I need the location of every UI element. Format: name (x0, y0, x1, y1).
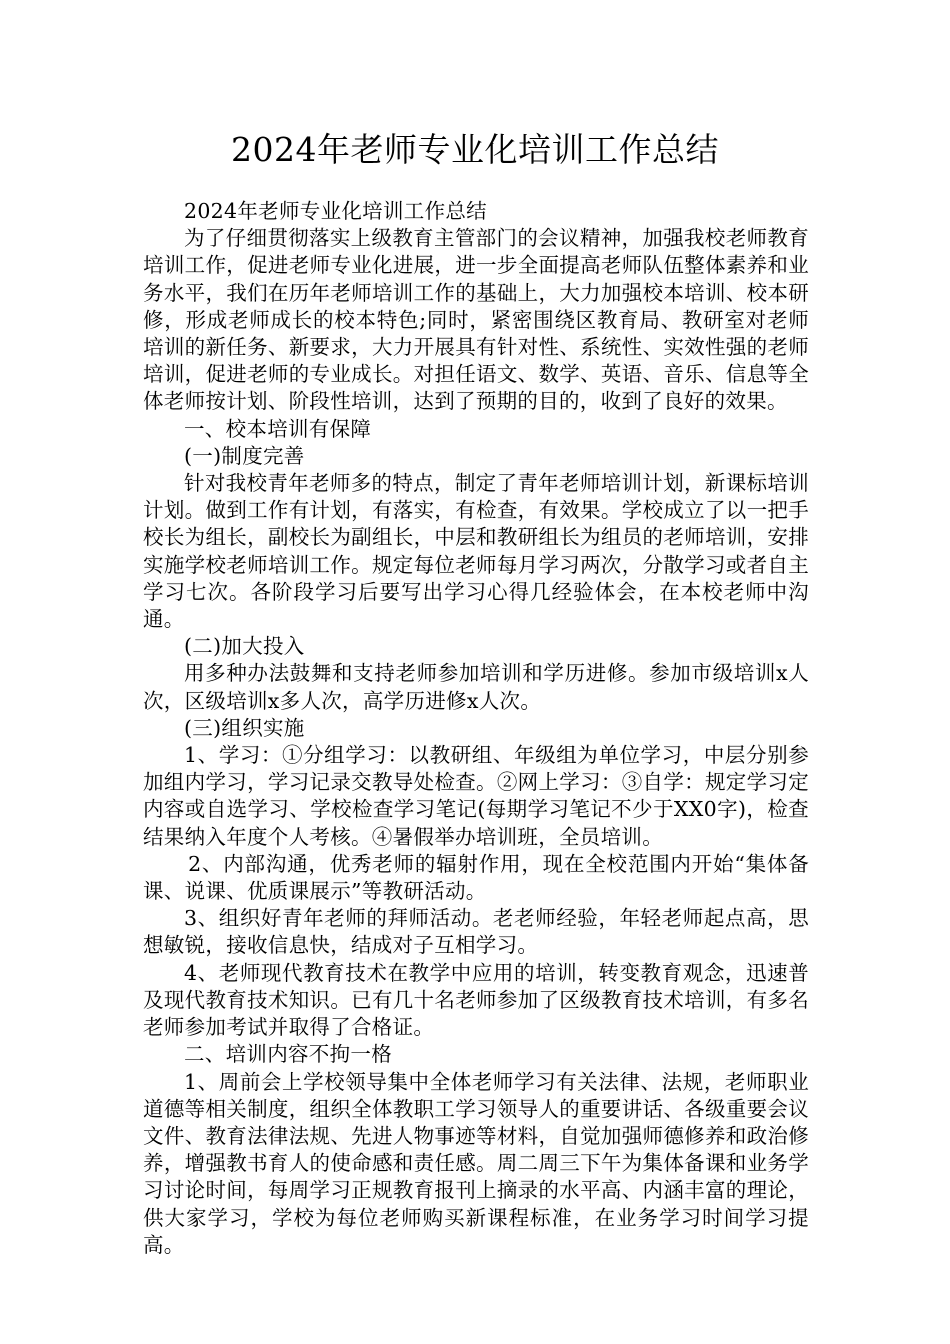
subsection-heading-2: (二)加大投入 (184, 634, 305, 659)
paragraph-content-1: 1、周前会上学校领导集中全体老师学习有关法律、法规，老师职业道德等相关制度，组织全体教职工学习领导人的重要讲话、各级重要会议文件、教育法律法规、先进人物事迹等材料，自觉加强师德修养和政治修养，增强教书育人的使命感和责任感。周二周三下午为集体备课和业务学习讨论时间，每周学习正规教育报刊上摘录的水平高、内涵丰富的理论，供大家学习，学校为每位老师购买新课程标准，在业务学习时间学习提高。 (143, 1069, 809, 1257)
paragraph-item-1: 1、学习：①分组学习：以教研组、年级组为单位学习，中层分别参加组内学习，学习记录交教导处检查。②网上学习：③自学：规定学习定内容或自选学习、学校检查学习笔记(每期学习笔记不少于XX0字)，检查结果纳入年度个人考核。④暑假举办培训班，全员培训。 (143, 743, 809, 849)
section-heading-1: 一、校本培训有保障 (184, 416, 372, 441)
section-heading-2: 二、培训内容不拘一格 (184, 1042, 392, 1067)
document-title: 2024年老师专业化培训工作总结 (231, 130, 719, 169)
paragraph-item-3: 3、组织好青年老师的拜师活动。老老师经验，年轻老师起点高，思想敏锐，接收信息快，结成对子互相学习。 (143, 906, 809, 958)
paragraph-intro: 为了仔细贯彻落实上级教育主管部门的会议精神，加强我校老师教育培训工作，促进老师专业化进展，进一步全面提高老师队伍整体素养和业务水平，我们在历年老师培训工作的基础上，大力加强校本培训、校本研修，形成老师成长的校本特色;同时，紧密围绕区教育局、教研室对老师培训的新任务、新要求，大力开展具有针对性、系统性、实效性强的老师培训，促进老师的专业成长。对担任语文、数学、英语、音乐、信息等全体老师按计划、阶段性培训，达到了预期的目的，收到了良好的效果。 (143, 226, 809, 414)
subsection-heading-3: (三)组织实施 (184, 715, 305, 740)
paragraph-item-2: 2、内部沟通，优秀老师的辐射作用，现在全校范围内开始“集体备课、说课、优质课展示”等教研活动。 (143, 851, 809, 904)
paragraph-investment: 用多种办法鼓舞和支持老师参加培训和学历进修。参加市级培训x人次，区级培训x多人次，高学历进修x人次。 (143, 661, 809, 713)
paragraph-item-4: 4、老师现代教育技术在教学中应用的培训，转变教育观念，迅速普及现代教育技术知识。已有几十名老师参加了区级教育技术培训，有多名老师参加考试并取得了合格证。 (143, 960, 809, 1040)
paragraph-system: 针对我校青年老师多的特点，制定了青年老师培训计划，新课标培训计划。做到工作有计划，有落实，有检查，有效果。学校成立了以一把手校长为组长，副校长为副组长，中层和教研组长为组员的老师培训，安排实施学校老师培训工作。规定每位老师每月学习两次，分散学习或者自主学习七次。各阶段学习后要写出学习心得几经验体会，在本校老师中沟通。 (143, 471, 809, 632)
document-body (143, 198, 809, 1259)
paragraph-subtitle: 2024年老师专业化培训工作总结 (184, 199, 487, 223)
subsection-heading-1: (一)制度完善 (184, 443, 305, 468)
